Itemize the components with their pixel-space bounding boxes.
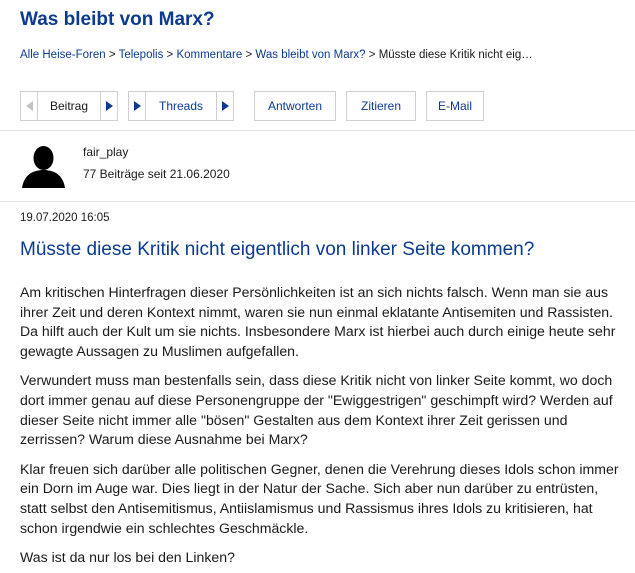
- next-thread-button[interactable]: [216, 91, 234, 121]
- breadcrumb-link-thread[interactable]: Was bleibt von Marx?: [255, 49, 366, 61]
- arrow-right-icon: [222, 101, 229, 111]
- arrow-left-icon: [26, 101, 33, 111]
- avatar-silhouette-icon: [20, 141, 67, 188]
- breadcrumb-link-kommentare[interactable]: Kommentare: [176, 49, 243, 61]
- prev-thread-button[interactable]: [128, 91, 146, 121]
- post-body: [20, 283, 620, 568]
- forum-title[interactable]: Was bleibt von Marx?: [20, 9, 215, 30]
- post-paragraph: Am kritischen Hinterfragen dieser Persönlichkeiten ist an sich nichts falsch. Wenn man sie aus ihrer Zeit und deren Kontext nimmt, waren sie nun einmal eklatante Antisemiten und Rassisten. Da hilft auch der Kult um sie nichts. Insbesondere Marx ist hierbei auch durch einige heute sehr gewagte Aussagen zu Muslimen aufgefallen.: [20, 284, 616, 359]
- breadcrumb: [20, 48, 630, 63]
- breadcrumb-link-telepolis[interactable]: Telepolis: [118, 49, 164, 61]
- author-stats: 77 Beiträge seit 21.06.2020: [83, 167, 230, 181]
- author-name[interactable]: fair_play: [83, 145, 129, 159]
- breadcrumb-separator: >: [108, 49, 116, 61]
- breadcrumb-current: Müsste diese Kritik nicht eig…: [378, 49, 533, 61]
- post-paragraph: Klar freuen sich darüber alle politischen Gegner, denen die Verehrung dieses Idols schon immer ein Dorn im Auge war. Dies liegt in der Natur der Sache. Sich aber nun darüber zu entrüsten, statt selbst den Antisemitismus, Antiislamismus und Rassismus ihres Idols zu kritisieren, hat schon irgendwie ein schlechtes Geschmäckle.: [20, 460, 619, 536]
- beitrag-label: Beitrag: [38, 91, 100, 121]
- arrow-right-icon: [134, 101, 141, 111]
- prev-post-button[interactable]: [20, 91, 38, 121]
- post-date: 19.07.2020 16:05: [20, 212, 110, 224]
- avatar[interactable]: [20, 141, 67, 188]
- post-paragraph: Was ist da nur los bei den Linken?: [20, 549, 235, 566]
- breadcrumb-separator: >: [368, 49, 376, 61]
- email-button[interactable]: E-Mail: [426, 91, 484, 121]
- divider: [0, 201, 635, 202]
- antworten-button[interactable]: Antworten: [254, 91, 336, 121]
- post-paragraph: Verwundert muss man bestenfalls sein, dass diese Kritik nicht von linker Seite kommt, wo doch dort immer genau auf diese Personengruppe der "Ewiggestrigen" geschimpft wird? Werden auf dieser Seite nicht immer alle "bösen" Gestalten aus dem Kontext ihrer Zeit gerissen und zerrissen? Warum diese Ausnahme bei Marx?: [20, 372, 613, 448]
- breadcrumb-separator: >: [245, 49, 253, 61]
- arrow-right-icon: [106, 101, 113, 111]
- breadcrumb-separator: >: [166, 49, 174, 61]
- post-toolbar: [20, 90, 630, 122]
- threads-button[interactable]: Threads: [146, 91, 216, 121]
- zitieren-button[interactable]: Zitieren: [346, 91, 416, 121]
- divider: [0, 130, 635, 131]
- breadcrumb-link-all-forums[interactable]: Alle Heise-Foren: [20, 49, 106, 61]
- author-block: [20, 141, 630, 188]
- post-title: Müsste diese Kritik nicht eigentlich von linker Seite kommen?: [20, 239, 535, 260]
- author-info: [83, 141, 230, 188]
- next-post-button[interactable]: [100, 91, 118, 121]
